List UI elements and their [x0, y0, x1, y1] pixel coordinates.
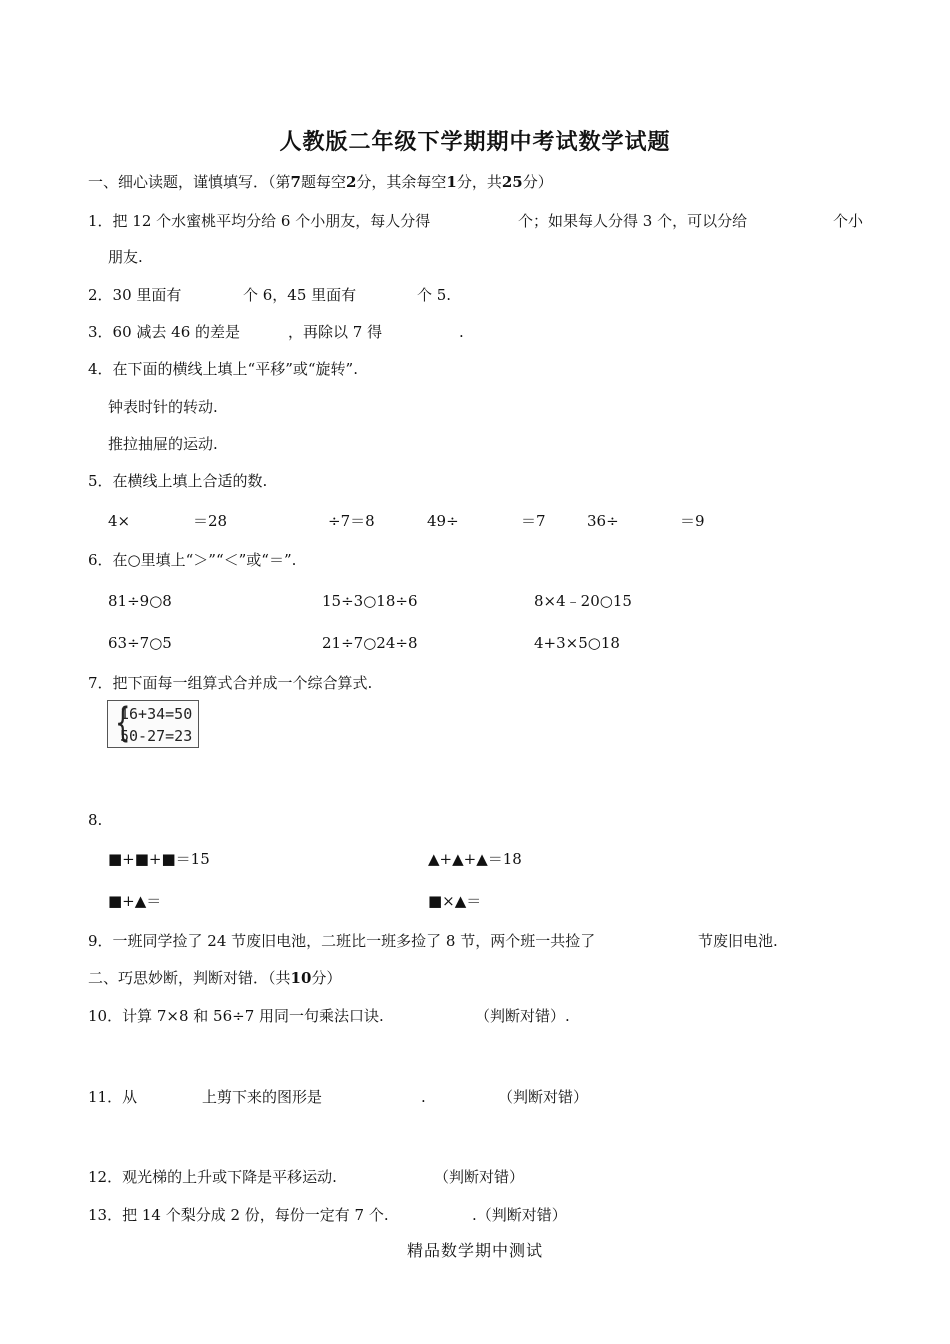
q4-stem: 4．在下面的横线上填上“平移”或“旋转”. [88, 360, 358, 378]
section-2-heading: 二、巧思妙断，判断对错．（共10分） [88, 969, 342, 987]
section-1-heading: 一、细心读题，谨慎填写．（第7题每空2分，其余每空1分，共25分） [88, 173, 553, 191]
q8-square-equation: ■+■+■＝15 [108, 850, 210, 868]
q13-text: 13．把 14 个梨分成 2 份，每份一定有 7 个. [88, 1206, 389, 1224]
q5-expr-4b: ＝9 [680, 512, 705, 530]
q6-compare: 21÷7○24÷8 [322, 634, 418, 652]
q1-text-2: 个；如果每人分得 3 个，可以分给 [518, 212, 748, 230]
q3-text-3: . [459, 323, 464, 341]
q7-equation-1: 16+34=50 [120, 705, 193, 723]
q8-triangle-equation: ▲+▲+▲＝18 [428, 850, 522, 868]
q6-compare: 15÷3○18÷6 [322, 592, 418, 610]
q10-judge: （判断对错）. [475, 1007, 570, 1025]
q6-compare: 4+3×5○18 [534, 634, 620, 652]
q12-text: 12．观光梯的上升或下降是平移运动. [88, 1168, 337, 1186]
q9-text-1: 9．一班同学捡了 24 节废旧电池，二班比一班多捡了 8 节，两个班一共捡了 [88, 932, 596, 950]
q2-text-3: 个 5. [417, 286, 452, 304]
brace-icon: { [115, 700, 131, 746]
q8-number: 8. [88, 811, 103, 829]
q2-text-2: 个 6，45 里面有 [243, 286, 357, 304]
q5-expr-3b: ＝7 [521, 512, 546, 530]
q1-text-1: 1．把 12 个水蜜桃平均分给 6 个小朋友，每人分得 [88, 212, 431, 230]
q5-expr-4a: 36÷ [587, 512, 619, 530]
q4-item-1: 钟表时针的转动. [108, 398, 218, 416]
q7-equation-2: 50-27=23 [120, 727, 193, 745]
q3-text-2: ，再除以 7 得 [288, 323, 383, 341]
q5-expr-1b: ＝28 [193, 512, 228, 530]
q8-product-blank: ■×▲＝ [428, 892, 482, 910]
q12-judge: （判断对错） [434, 1168, 525, 1186]
q9-text-2: 节废旧电池. [698, 932, 778, 950]
q8-sum-blank: ■+▲＝ [108, 892, 162, 910]
q11-text-3: . [421, 1088, 426, 1106]
q6-compare: 63÷7○5 [108, 634, 172, 652]
q5-expr-2: ÷7＝8 [328, 512, 375, 530]
q11-text-1: 11．从 [88, 1088, 138, 1106]
q5-expr-1a: 4× [108, 512, 131, 530]
q3-text-1: 3．60 减去 46 的差是 [88, 323, 241, 341]
q1-text-4: 朋友. [108, 248, 143, 266]
q10-text: 10．计算 7×8 和 56÷7 用同一句乘法口诀. [88, 1007, 384, 1025]
q2-text-1: 2．30 里面有 [88, 286, 182, 304]
q5-expr-3a: 49÷ [427, 512, 459, 530]
q7-equation-box [107, 700, 199, 748]
q4-item-2: 推拉抽屉的运动. [108, 435, 218, 453]
q13-judge: .（判断对错） [472, 1206, 567, 1224]
page-title: 人教版二年级下学期期中考试数学试题 [279, 129, 671, 155]
q7-stem: 7．把下面每一组算式合并成一个综合算式. [88, 674, 373, 692]
q1-text-3: 个小 [833, 212, 864, 230]
q11-judge: （判断对错） [498, 1088, 589, 1106]
q5-stem: 5．在横线上填上合适的数. [88, 472, 268, 490]
q6-compare: 8×4﹣20○15 [534, 592, 632, 610]
q6-stem: 6．在○里填上“＞”“＜”或“＝”. [88, 551, 297, 569]
q6-compare: 81÷9○8 [108, 592, 172, 610]
q11-text-2: 上剪下来的图形是 [202, 1088, 323, 1106]
page-footer: 精品数学期中测试 [406, 1241, 543, 1260]
